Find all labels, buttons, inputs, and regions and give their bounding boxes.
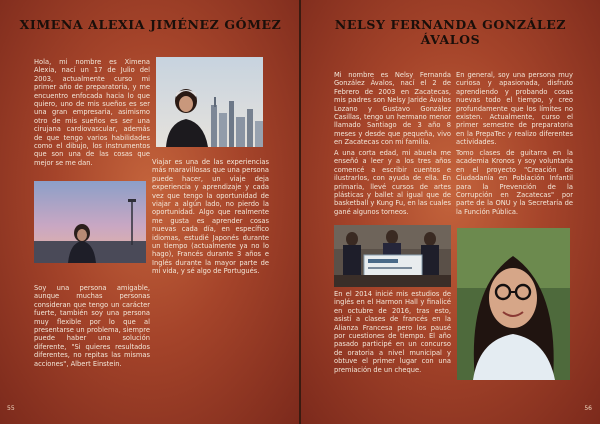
left-page [0, 0, 299, 424]
city-skyline-photo [156, 57, 263, 147]
page-title: NELSY FERNANDA GONZÁLEZ ÁVALOS [334, 17, 567, 47]
education-paragraph: En el 2014 inicié mis estudios de inglés en el Harmon Hall y finalicé en octubre de 2016, tras esto, asistí a clases de francés en la Alianza Francesa pero los pausé por cuestiones de tiempo. El año pasado participé en un concurso de oratoria a nivel municipal y obtuve el primer lugar con una premiación de un cheque. [334, 290, 451, 374]
intro-paragraph: Mi nombre es Nelsy Fernanda González Ávalos, nací el 2 de Febrero de 2003 en Zacatecas, mis padres son Nelsy Jaride Ávalos Lozano y Gustavo González Casillas, tengo un hermano menor llamado Santiago de 3 año 8 meses y desde que pequeña, vivo en Zacatecas con mi familia. [334, 71, 451, 147]
page-title: XIMENA ALEXIA JIMÉNEZ GÓMEZ [19, 17, 282, 32]
sunset-portrait-photo [34, 181, 146, 263]
right-page [301, 0, 600, 424]
page-number: 55 [7, 405, 15, 412]
intro-paragraph: Hola, mi nombre es Ximena Alexia, nací un 17 de Julio del 2003, actualmente curso mi primer año de preparatoria, y me encuentro enfocada hacia lo que quiero, uno de mis sueños es ser una gran empresaria, asimismo otro de mis sueños es ser una cirujana cardiovascular, además de que tengo varios habilidades como el dibujo, los instrumentos que son una de las cosas que mejor se me dan. [34, 58, 150, 167]
portrait-with-glasses-photo [457, 228, 570, 380]
award-ceremony-photo [334, 225, 451, 287]
personality-paragraph: En general, soy una persona muy curiosa y apasionada, disfruto aprendiendo y probando cosas nuevas todo el tiempo, y creo profundamente que los límites no existen. Actualmente, curso el primer semestre de preparatoria en la PrepaTec y realizo diferentes actividades. [456, 71, 573, 147]
personality-paragraph: Soy una persona amigable, aunque muchas personas consideran que tengo un carácter fuerte, también soy una persona muy flexible por lo que al presentarse un problema, siempre puede haber una solución diferente, "Si quieres resultados diferentes, no repitas las mismas acciones", Albert Einstein. [34, 284, 150, 368]
childhood-paragraph: A una corta edad, mi abuela me enseñó a leer y a los tres años comencé a escribir cuentos e ilustrarlos, con ayuda de ella. En primaria, llevé cursos de artes plásticas y ballet al igual que de basketball y Kung Fu, en las cuales gané algunos torneos. [334, 149, 451, 216]
page-number: 56 [584, 405, 592, 412]
travel-paragraph: Viajar es una de las experiencias más maravillosas que una persona puede hacer, un viaje deja experiencia y aprendizaje y cada vez que tengo la oportunidad de viajar a algún lado, no pierdo la oportunidad. Algo que realmente me gusta es aprender cosas nuevas cada día, en específico idiomas, estudié Japonés durante un tiempo (actualmente ya no lo hago), Francés durante 3 años e Inglés durante la mayor parte de mi vida, y sé algo de Portugués. [152, 158, 269, 276]
activities-paragraph: Tomo clases de guitarra en la academia Kronos y soy voluntaria en el proyecto "Creación de Ciudadanía en Población Infantil para la Prevención de la Corrupción en Zacatecas" por parte de la ONU y la Secretaría de la Función Pública. [456, 149, 573, 216]
